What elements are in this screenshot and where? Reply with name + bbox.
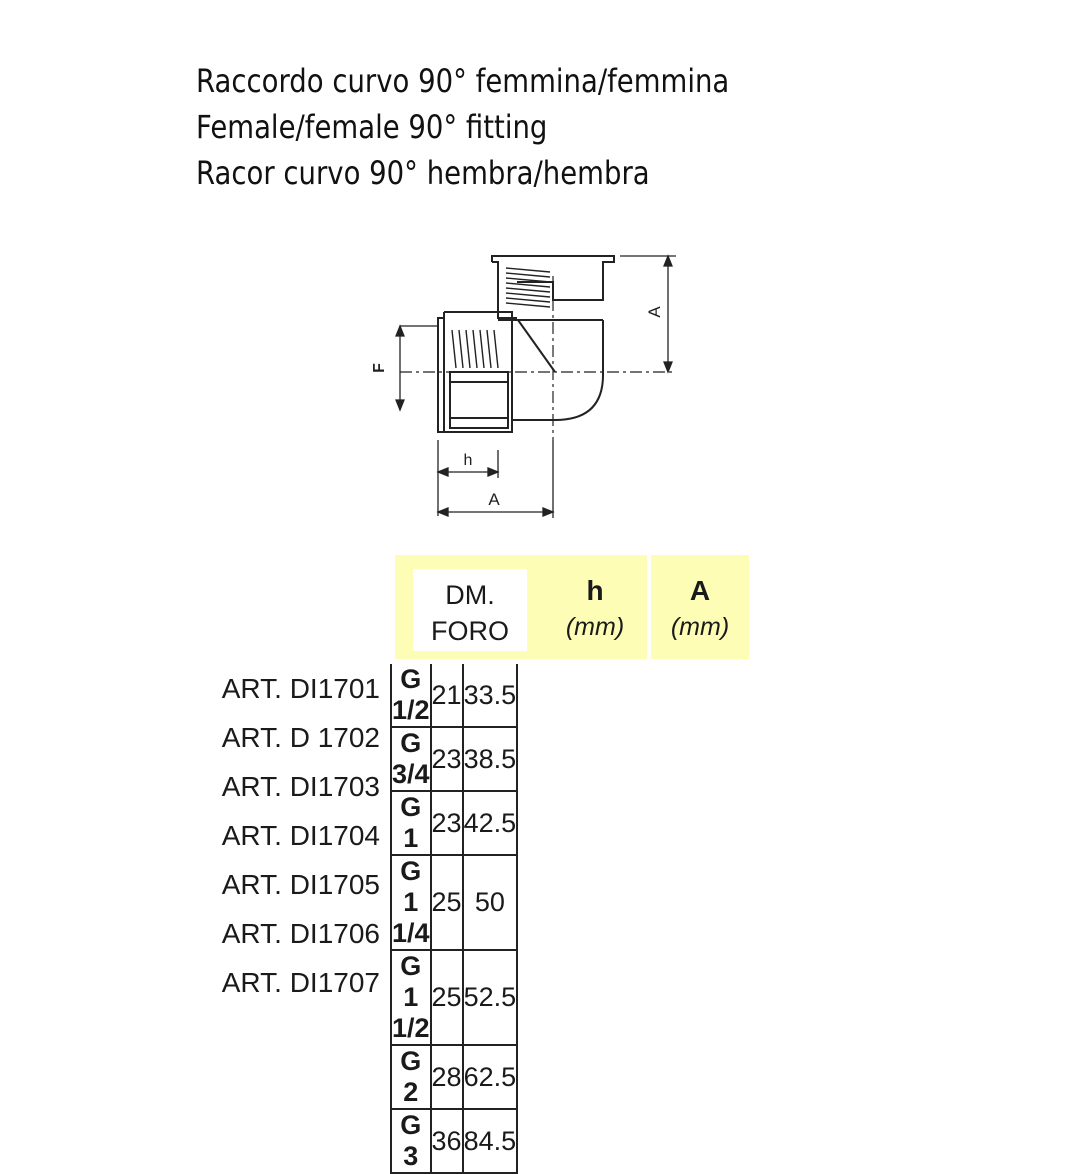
dimension-table-body (390, 664, 518, 1174)
cell-h: 25 (431, 950, 463, 1045)
table-row (391, 664, 517, 727)
title-block (196, 58, 816, 196)
title-spanish: Racor curvo 90° hembra/hembra (196, 154, 650, 192)
header-dm-line1: DM. (445, 580, 495, 610)
title-italian: Raccordo curvo 90° femmina/femmina (196, 62, 730, 100)
cell-a: 84.5 (463, 1109, 518, 1173)
title-english: Female/female 90° fitting (196, 108, 548, 146)
header-a-symbol: A (689, 575, 711, 606)
header-dm-line2: FORO (431, 616, 509, 646)
header-a (651, 555, 749, 659)
article-code: ART. DI1705 (221, 869, 380, 900)
header-h-symbol: h (586, 575, 604, 606)
cell-a: 62.5 (463, 1045, 518, 1109)
cell-dm: G 1 (391, 791, 431, 855)
fitting-technical-drawing (360, 240, 690, 530)
header-h-unit: (mm) (565, 613, 625, 641)
dim-label-f: F (371, 363, 388, 373)
cell-h: 25 (431, 855, 463, 950)
cell-h: 28 (431, 1045, 463, 1109)
cell-h: 36 (431, 1109, 463, 1173)
header-a-unit: (mm) (670, 613, 730, 641)
dim-label-a-bottom: A (488, 490, 500, 509)
article-code: ART. DI1707 (221, 967, 380, 998)
cell-dm: G 3 (391, 1109, 431, 1173)
cell-a: 42.5 (463, 791, 518, 855)
table-row (391, 791, 517, 855)
cell-dm: G 3/4 (392, 728, 430, 789)
cell-dm: G 1 1/4 (392, 856, 430, 948)
header-dm-box (413, 569, 527, 651)
cell-a: 38.5 (463, 727, 518, 791)
cell-dm: G 1/2 (392, 664, 430, 725)
article-code: ART. DI1701 (221, 673, 380, 704)
article-code: ART. DI1704 (221, 820, 380, 851)
cell-a: 52.5 (463, 950, 518, 1045)
cell-a: 50 (463, 855, 518, 950)
article-code-list (188, 664, 380, 1007)
cell-h: 21 (431, 664, 463, 727)
cell-dm: G 1 1/2 (392, 951, 430, 1043)
cell-h: 23 (431, 791, 463, 855)
article-code: ART. DI1703 (221, 771, 380, 802)
dim-label-h: h (463, 452, 473, 469)
table-row (391, 727, 517, 791)
table-row (391, 1045, 517, 1109)
cell-a: 33.5 (463, 664, 518, 727)
header-h (543, 555, 647, 659)
dim-label-a-right: A (645, 306, 664, 318)
header-dm-foro (395, 555, 543, 659)
table-row (391, 855, 517, 950)
table-row (391, 1109, 517, 1173)
cell-h: 23 (431, 727, 463, 791)
cell-dm: G 2 (391, 1045, 431, 1109)
article-code: ART. DI1706 (221, 918, 380, 949)
table-row (391, 950, 517, 1045)
article-code: ART. D 1702 (221, 722, 380, 753)
